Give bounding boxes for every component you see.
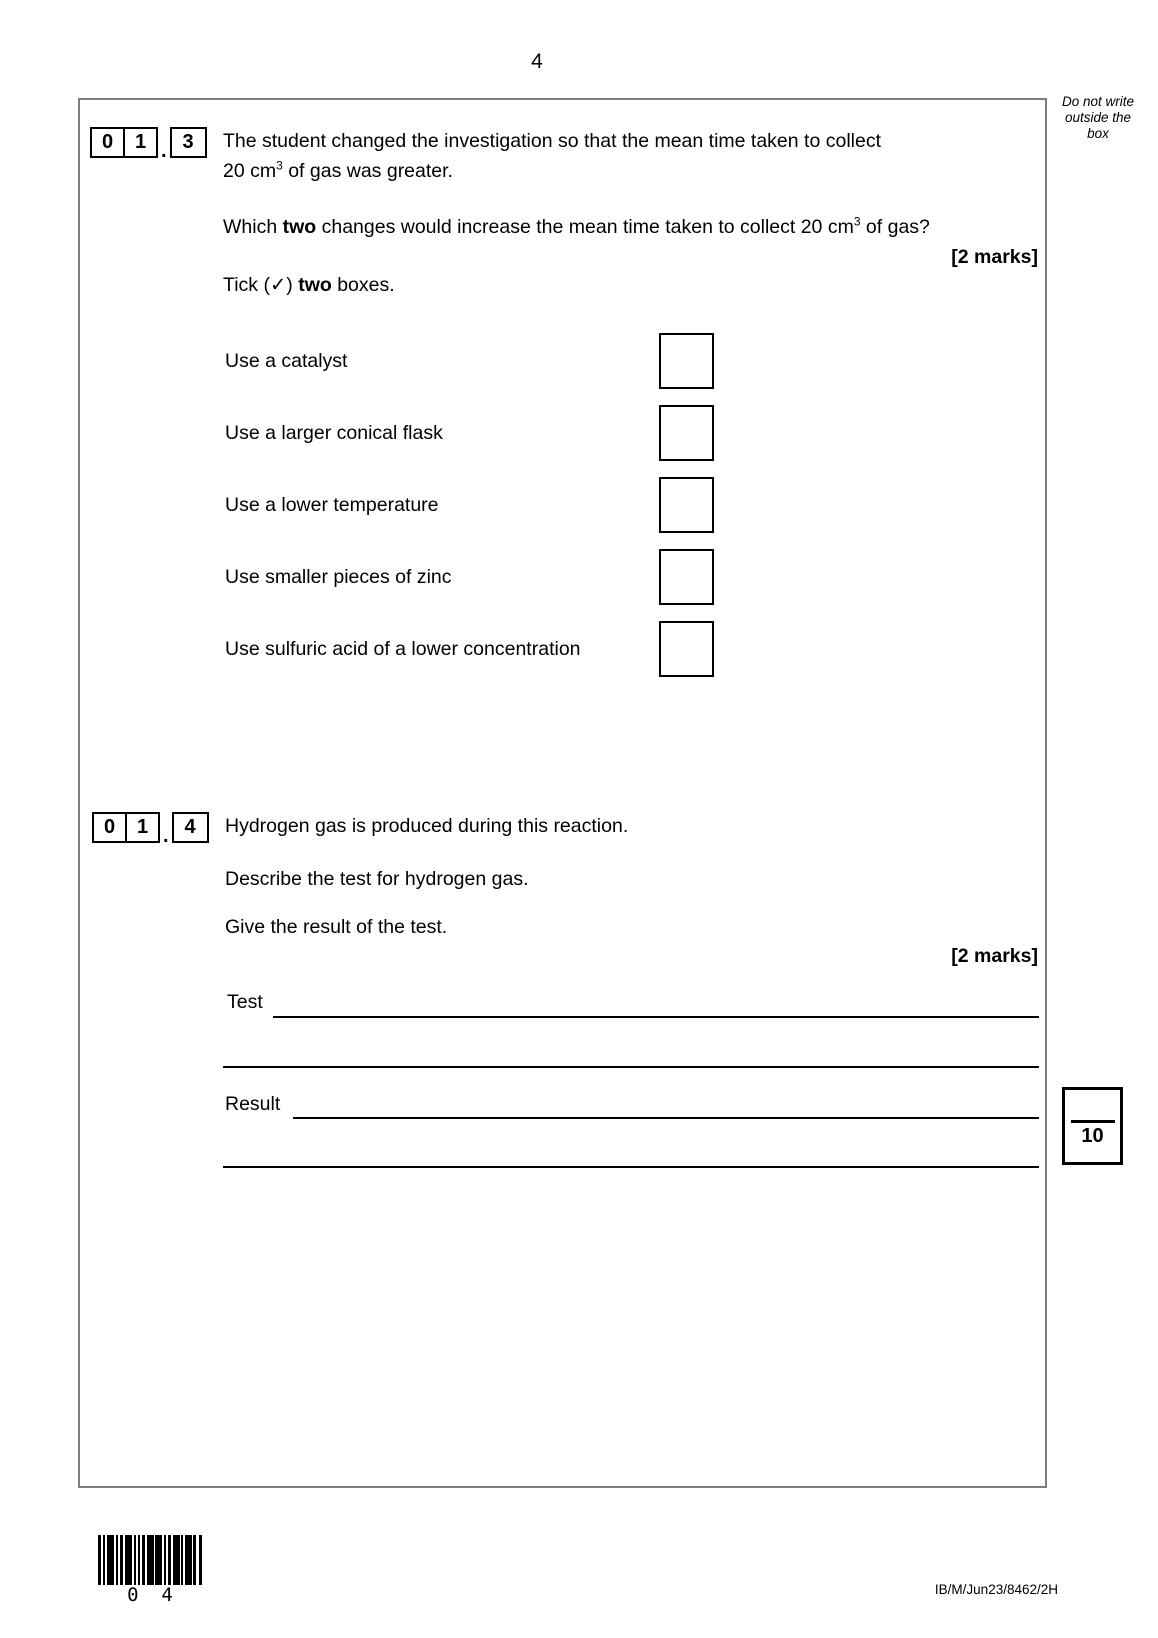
- tick-icon: ✓: [269, 274, 287, 296]
- question-number-01-4: [92, 812, 209, 847]
- answer-checkbox[interactable]: [659, 405, 714, 461]
- result-label: Result: [225, 1093, 281, 1115]
- text-segment-bold: two: [282, 216, 317, 238]
- answer-checkbox[interactable]: [659, 477, 714, 533]
- paper-reference-code: IB/M/Jun23/8462/2H: [934, 1582, 1058, 1597]
- text-segment: boxes.: [331, 274, 395, 296]
- question-area-box: [78, 98, 1047, 1488]
- barcode: [98, 1535, 202, 1585]
- answer-checkbox[interactable]: [659, 621, 714, 677]
- question-text-line: [223, 158, 453, 184]
- question-text-line: The student changed the investigation so that the mean time taken to collect: [223, 130, 881, 152]
- option-label: Use smaller pieces of zinc: [225, 566, 452, 588]
- marks-label: [2 marks]: [951, 246, 1038, 268]
- margin-note-line: box: [1087, 126, 1109, 141]
- text-segment: of gas?: [860, 216, 930, 238]
- test-label: Test: [227, 991, 263, 1013]
- question-number-separator: .: [161, 140, 167, 162]
- question-text-line: Describe the test for hydrogen gas.: [225, 868, 529, 890]
- superscript: 3: [276, 158, 283, 173]
- text-segment: 20 cm: [223, 160, 277, 182]
- question-number-digit: 0: [103, 816, 116, 838]
- total-marks-box: [1062, 1087, 1123, 1165]
- text-segment: of gas was greater.: [282, 160, 453, 182]
- question-number-separator: .: [163, 825, 169, 847]
- result-answer-line-continued[interactable]: [223, 1166, 1039, 1168]
- text-segment-bold: two: [298, 274, 332, 296]
- text-segment: Tick (: [223, 274, 270, 296]
- answer-checkbox[interactable]: [659, 549, 714, 605]
- barcode-digits: 0 4: [127, 1584, 173, 1606]
- question-number-digit: 3: [170, 127, 207, 158]
- superscript: 3: [853, 214, 861, 229]
- question-number-digit: 4: [172, 812, 209, 843]
- text-segment: changes would increase the mean time taken to collect 20 cm: [316, 216, 854, 238]
- answer-checkbox[interactable]: [659, 333, 714, 389]
- question-number-digit: 1: [125, 814, 158, 841]
- question-number-cells: [90, 127, 158, 158]
- question-number-01-3: [90, 127, 207, 162]
- question-number-cells: [92, 812, 160, 843]
- question-number-digit: 1: [123, 129, 156, 156]
- result-answer-line[interactable]: [293, 1117, 1039, 1119]
- margin-note: [1050, 94, 1146, 142]
- option-label: Use a catalyst: [225, 350, 348, 372]
- option-label: Use sulfuric acid of a lower concentration: [225, 638, 581, 660]
- question-number-digit: 0: [101, 131, 114, 153]
- option-label: Use a lower temperature: [225, 494, 439, 516]
- option-label: Use a larger conical flask: [225, 422, 443, 444]
- question-text-line: [223, 214, 930, 240]
- total-marks-rule: [1071, 1120, 1115, 1123]
- text-segment: Which: [223, 216, 283, 238]
- question-text-line: Give the result of the test.: [225, 916, 448, 938]
- margin-note-line: outside the: [1064, 110, 1132, 125]
- total-marks-value: 10: [1081, 1125, 1104, 1147]
- tick-instruction: [223, 272, 395, 298]
- margin-note-line: Do not write: [1061, 94, 1135, 109]
- test-answer-line[interactable]: [273, 1016, 1039, 1018]
- test-answer-line-continued[interactable]: [223, 1066, 1039, 1068]
- page-number: 4: [531, 50, 543, 73]
- question-text-line: Hydrogen gas is produced during this reaction.: [225, 815, 629, 837]
- text-segment: ): [286, 274, 299, 296]
- marks-label: [2 marks]: [951, 945, 1038, 967]
